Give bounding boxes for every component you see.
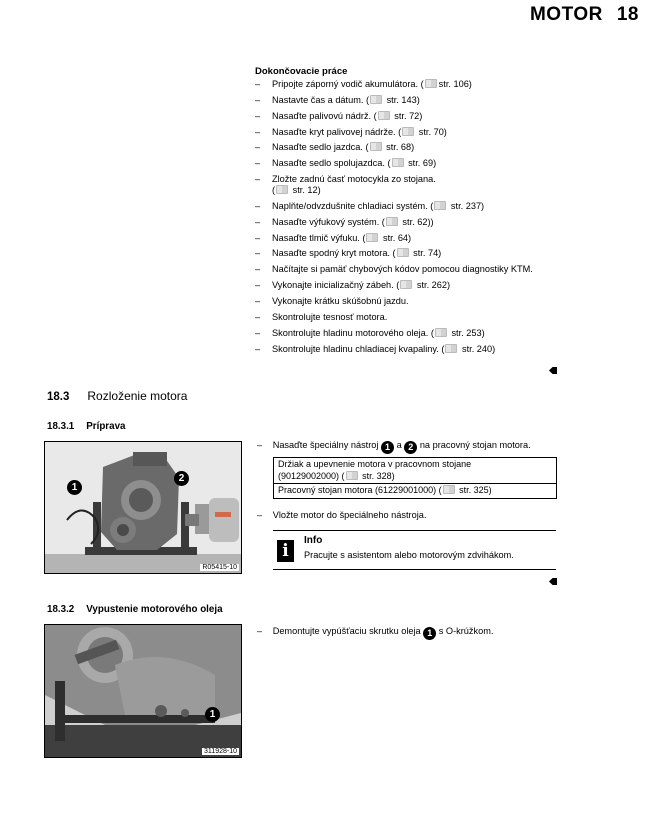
step-insert-engine: – Vložte motor do špeciálneho nástroja. [257,510,427,520]
step-item: – Skontrolujte hladinu chladiacej kvapaliny. ( str. 240) [255,343,496,354]
page-header [530,4,639,26]
book-reference-icon [392,158,404,167]
finishing-work-title: Dokončovacie práce [255,66,348,77]
special-tools-table [273,457,557,499]
book-reference-icon [400,280,412,289]
engine-on-stand-photo [44,441,242,574]
page-number: 18 [616,4,639,25]
image-code: 311928-10 [204,748,237,755]
info-top-rule [273,530,556,531]
book-reference-icon [346,471,358,480]
callout-1: 1 [205,707,220,722]
callout-2: 2 [174,471,189,486]
book-reference-icon [445,344,457,353]
step-item: – Nasaďte sedlo spolujazdca. ( str. 69) [255,158,437,169]
step-remove-drain-plug: – Demontujte vypúšťaciu skrutku oleja 1 s O-krúžkom. [257,626,494,638]
book-reference-icon [276,185,288,194]
oil-drain-illustration [45,625,241,757]
step-item: – Nasaďte tlmič výfuku. ( str. 64) [255,232,412,243]
end-mark-icon [549,367,557,374]
finishing-steps-list [255,79,533,359]
image-code: R05415-10 [202,564,237,571]
book-reference-icon [378,111,390,120]
step-item: – Nasaďte palivovú nádrž. ( str. 72) [255,110,423,121]
step-mount-tool: – Nasaďte špeciálny nástroj 1 a 2 na pracovný stojan motora. [257,440,531,452]
subsection-title: Príprava [86,421,126,432]
step-item: – Skontrolujte tesnosť motora. [255,311,388,322]
step-item: – Skontrolujte hladinu motorového oleja. ( str. 253) [255,327,485,338]
book-reference-icon [370,95,382,104]
step-item: – Nastavte čas a dátum. ( str. 143) [255,94,420,105]
oil-drain-photo [44,624,242,758]
callout-1-inline: 1 [381,441,394,454]
book-reference-icon [435,328,447,337]
subsection-heading-18-3-2 [47,604,223,615]
step-item: – Pripojte záporný vodič akumulátora. ( str. 106) [255,79,472,89]
end-mark-icon [549,578,557,585]
section-number: 18.3 [47,391,70,403]
step-item: – Naplňte/odvzdušnite chladiaci systém. ( str. 237) [255,200,485,211]
callout-1-inline: 1 [423,627,436,640]
book-reference-icon [402,127,414,136]
book-reference-icon [434,201,446,210]
book-reference-icon [397,248,409,257]
info-bottom-rule [273,569,556,570]
subsection-title: Vypustenie motorového oleja [86,604,223,615]
step-item: – Nasaďte výfukový systém. ( str. 62)) [255,216,434,227]
book-reference-icon [370,142,382,151]
info-text: Pracujte s asistentom alebo motorovým zdvihákom. [304,550,514,560]
book-reference-icon [366,233,378,242]
section-title: Rozloženie motora [87,389,188,403]
step-item: – Vykonajte inicializačný zábeh. ( str. 262) [255,280,451,291]
section-heading-18-3 [47,389,187,403]
callout-2-inline: 2 [404,441,417,454]
info-title: Info [304,535,323,546]
engine-stand-illustration [45,442,241,573]
step-item: – Nasaďte kryt palivovej nádrže. ( str. 70) [255,126,447,137]
book-reference-icon [386,217,398,226]
tool-row-holder: Držiak a upevnenie motora v pracovnom stojane (90129002000) ( str. 328) [278,459,472,481]
step-item: – Zložte zadnú časť motocykla zo stojana. ( str. 12) [255,174,436,196]
callout-1: 1 [67,480,82,495]
info-icon: i [277,540,294,562]
tool-row-stand: Pracovný stojan motora (61229001000) ( str. 325) [274,483,556,498]
step-item: – Nasaďte spodný kryt motora. ( str. 74) [255,248,442,259]
chapter-title: MOTOR [529,4,603,25]
step-item: – Vykonajte krátku skúšobnú jazdu. [255,295,409,306]
subsection-number: 18.3.1 [47,421,75,432]
subsection-number: 18.3.2 [47,604,75,615]
book-reference-icon [425,79,437,88]
step-item: – Nasaďte sedlo jazdca. ( str. 68) [255,142,415,153]
step-item: – Načítajte si pamäť chybových kódov pomocou diagnostiky KTM. [255,264,533,275]
subsection-heading-18-3-1 [47,421,125,432]
book-reference-icon [443,485,455,494]
